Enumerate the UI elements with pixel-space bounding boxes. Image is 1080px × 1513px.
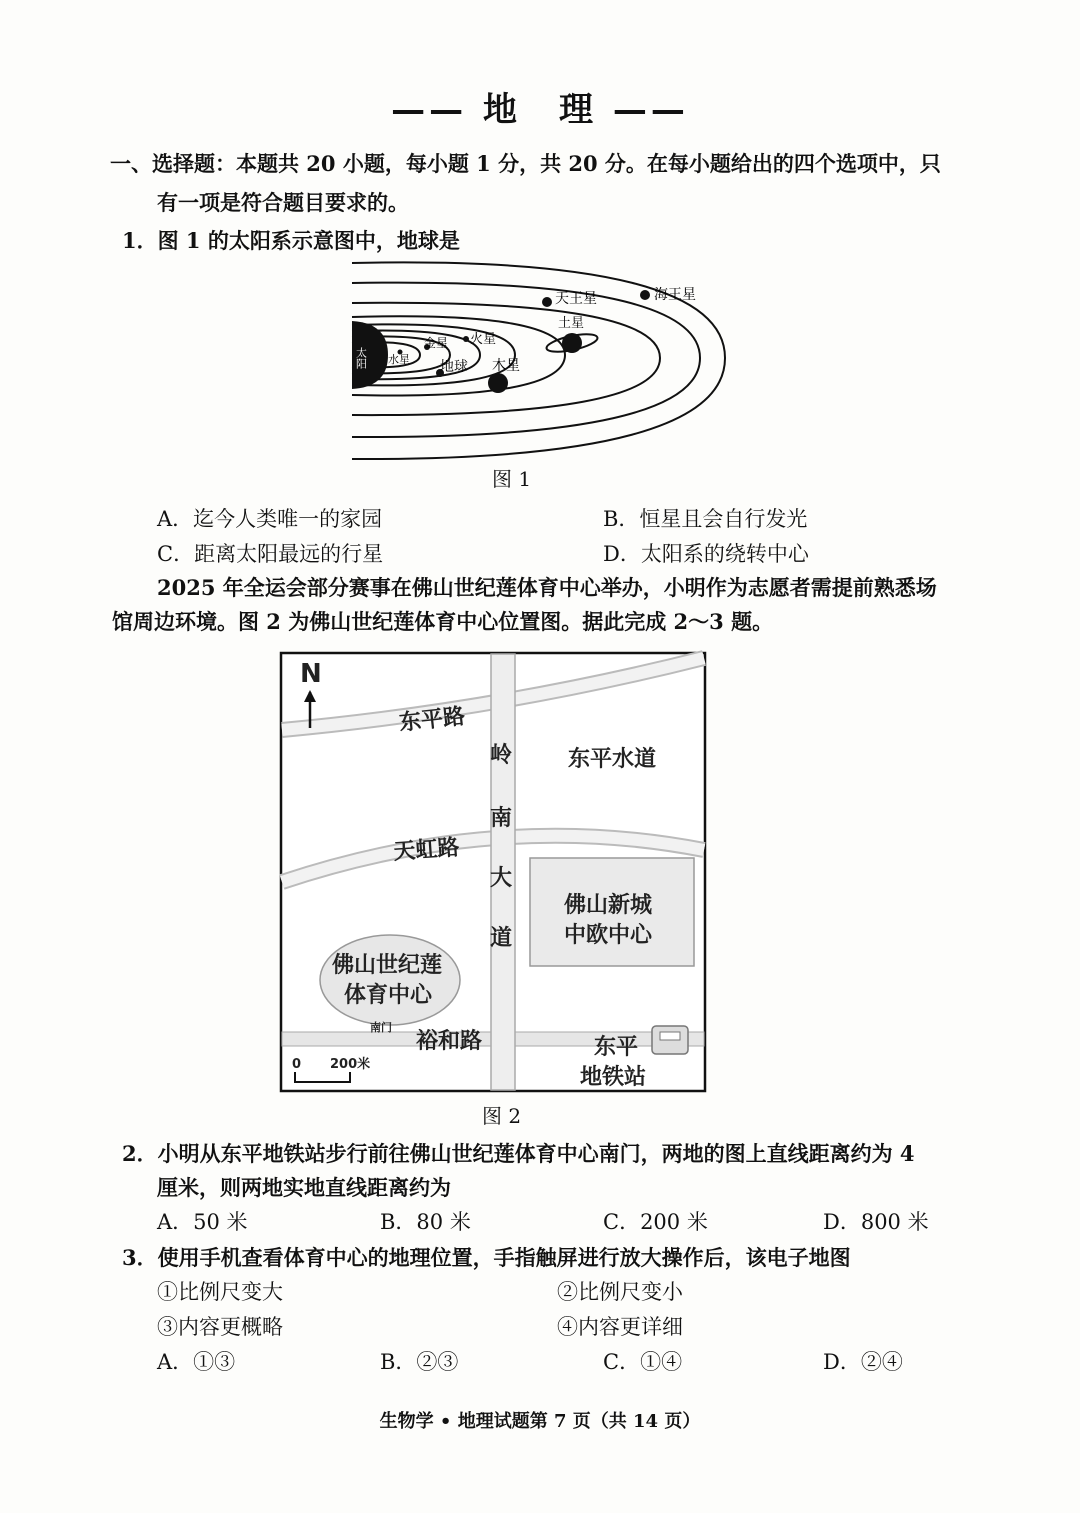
neptune-icon: [640, 290, 650, 300]
sun-label: 太阳: [354, 347, 368, 369]
yuhe-road-label: 裕和路: [416, 1029, 483, 1054]
uranus-label: 天王星: [555, 291, 597, 307]
lingnan-char-2: 南: [490, 806, 513, 831]
south-gate-label: 南门: [370, 1021, 392, 1034]
q1-option-b[interactable]: B．恒星且会自行发光: [603, 507, 808, 531]
q3-item-1: ①比例尺变大: [157, 1280, 283, 1304]
north-label: N: [300, 659, 322, 689]
location-map: [278, 650, 708, 1094]
water-label: 东平水道: [568, 747, 657, 772]
cbd-label-line1: 佛山新城: [564, 893, 653, 918]
mercury-label: 水星: [388, 353, 410, 366]
stadium-shape: [320, 935, 460, 1025]
section-heading-line1: 一、选择题：本题共 20 小题，每小题 1 分，共 20 分。在每小题给出的四个选项中，只: [110, 151, 941, 176]
q3-option-d[interactable]: D．②④: [823, 1350, 903, 1374]
q1-stem: 1．图 1 的太阳系示意图中，地球是: [122, 228, 460, 253]
stadium-label-line1: 佛山世纪莲: [332, 953, 443, 978]
q3-option-b[interactable]: B．②③: [380, 1350, 459, 1374]
figure1-caption: 图 1: [492, 467, 532, 491]
q2-stem-line2: 厘米，则两地实地直线距离约为: [157, 1175, 451, 1200]
q3-stem: 3．使用手机查看体育中心的地理位置，手指触屏进行放大操作后，该电子地图: [122, 1245, 851, 1270]
mars-icon: [463, 336, 469, 342]
saturn-icon: [562, 333, 582, 353]
jupiter-label: 木星: [492, 358, 520, 374]
q1-option-c[interactable]: C．距离太阳最远的行星: [157, 542, 384, 566]
uranus-icon: [542, 297, 552, 307]
mars-label: 火星: [470, 332, 497, 347]
q2-stem-line1: 2．小明从东平地铁站步行前往佛山世纪莲体育中心南门，两地的图上直线距离约为 4: [122, 1141, 915, 1166]
page-title: —— 地 理 ——: [391, 90, 689, 130]
q2-option-c[interactable]: C．200 米: [603, 1210, 708, 1234]
section-heading-line2: 有一项是符合题目要求的。: [157, 190, 409, 215]
q3-option-c[interactable]: C．①④: [603, 1350, 683, 1374]
tianhong-road-label: 天虹路: [392, 835, 461, 865]
q3-item-3: ③内容更概略: [157, 1315, 283, 1339]
saturn-label: 土星: [558, 316, 585, 331]
context-line1: 2025 年全运会部分赛事在佛山世纪莲体育中心举办，小明作为志愿者需提前熟悉场: [157, 575, 937, 600]
figure2-caption: 图 2: [482, 1104, 522, 1128]
lingnan-char-3: 大: [490, 866, 513, 891]
q1-option-a[interactable]: A．迄今人类唯一的家园: [157, 507, 383, 531]
dongping-road-label: 东平路: [398, 704, 467, 736]
stadium-label-line2: 体育中心: [344, 983, 433, 1008]
context-line2: 馆周边环境。图 2 为佛山世纪莲体育中心位置图。据此完成 2～3 题。: [112, 609, 774, 634]
scale-label: 200米: [330, 1057, 371, 1072]
q1-option-d[interactable]: D．太阳系的绕转中心: [603, 542, 809, 566]
lingnan-char-1: 岭: [490, 743, 513, 768]
q2-option-d[interactable]: D．800 米: [823, 1210, 929, 1234]
venus-label: 金星: [424, 336, 449, 350]
jupiter-icon: [488, 373, 508, 393]
solar-system-figure: [340, 255, 740, 467]
q3-item-4: ④内容更详细: [557, 1315, 683, 1339]
station-label-line1: 东平: [594, 1035, 639, 1060]
q2-option-a[interactable]: A．50 米: [157, 1210, 248, 1234]
page-footer: 生物学 • 地理试题第 7 页（共 14 页）: [379, 1411, 701, 1432]
cbd-label-line2: 中欧中心: [564, 923, 653, 948]
scale-zero-label: 0: [292, 1057, 302, 1072]
neptune-label: 海王星: [654, 287, 696, 303]
station-label-line2: 地铁站: [580, 1065, 647, 1090]
q3-option-a[interactable]: A．①③: [157, 1350, 236, 1374]
q2-option-b[interactable]: B．80 米: [380, 1210, 471, 1234]
earth-label: 地球: [440, 359, 468, 375]
lingnan-char-4: 道: [490, 926, 513, 951]
q3-item-2: ②比例尺变小: [557, 1280, 683, 1304]
